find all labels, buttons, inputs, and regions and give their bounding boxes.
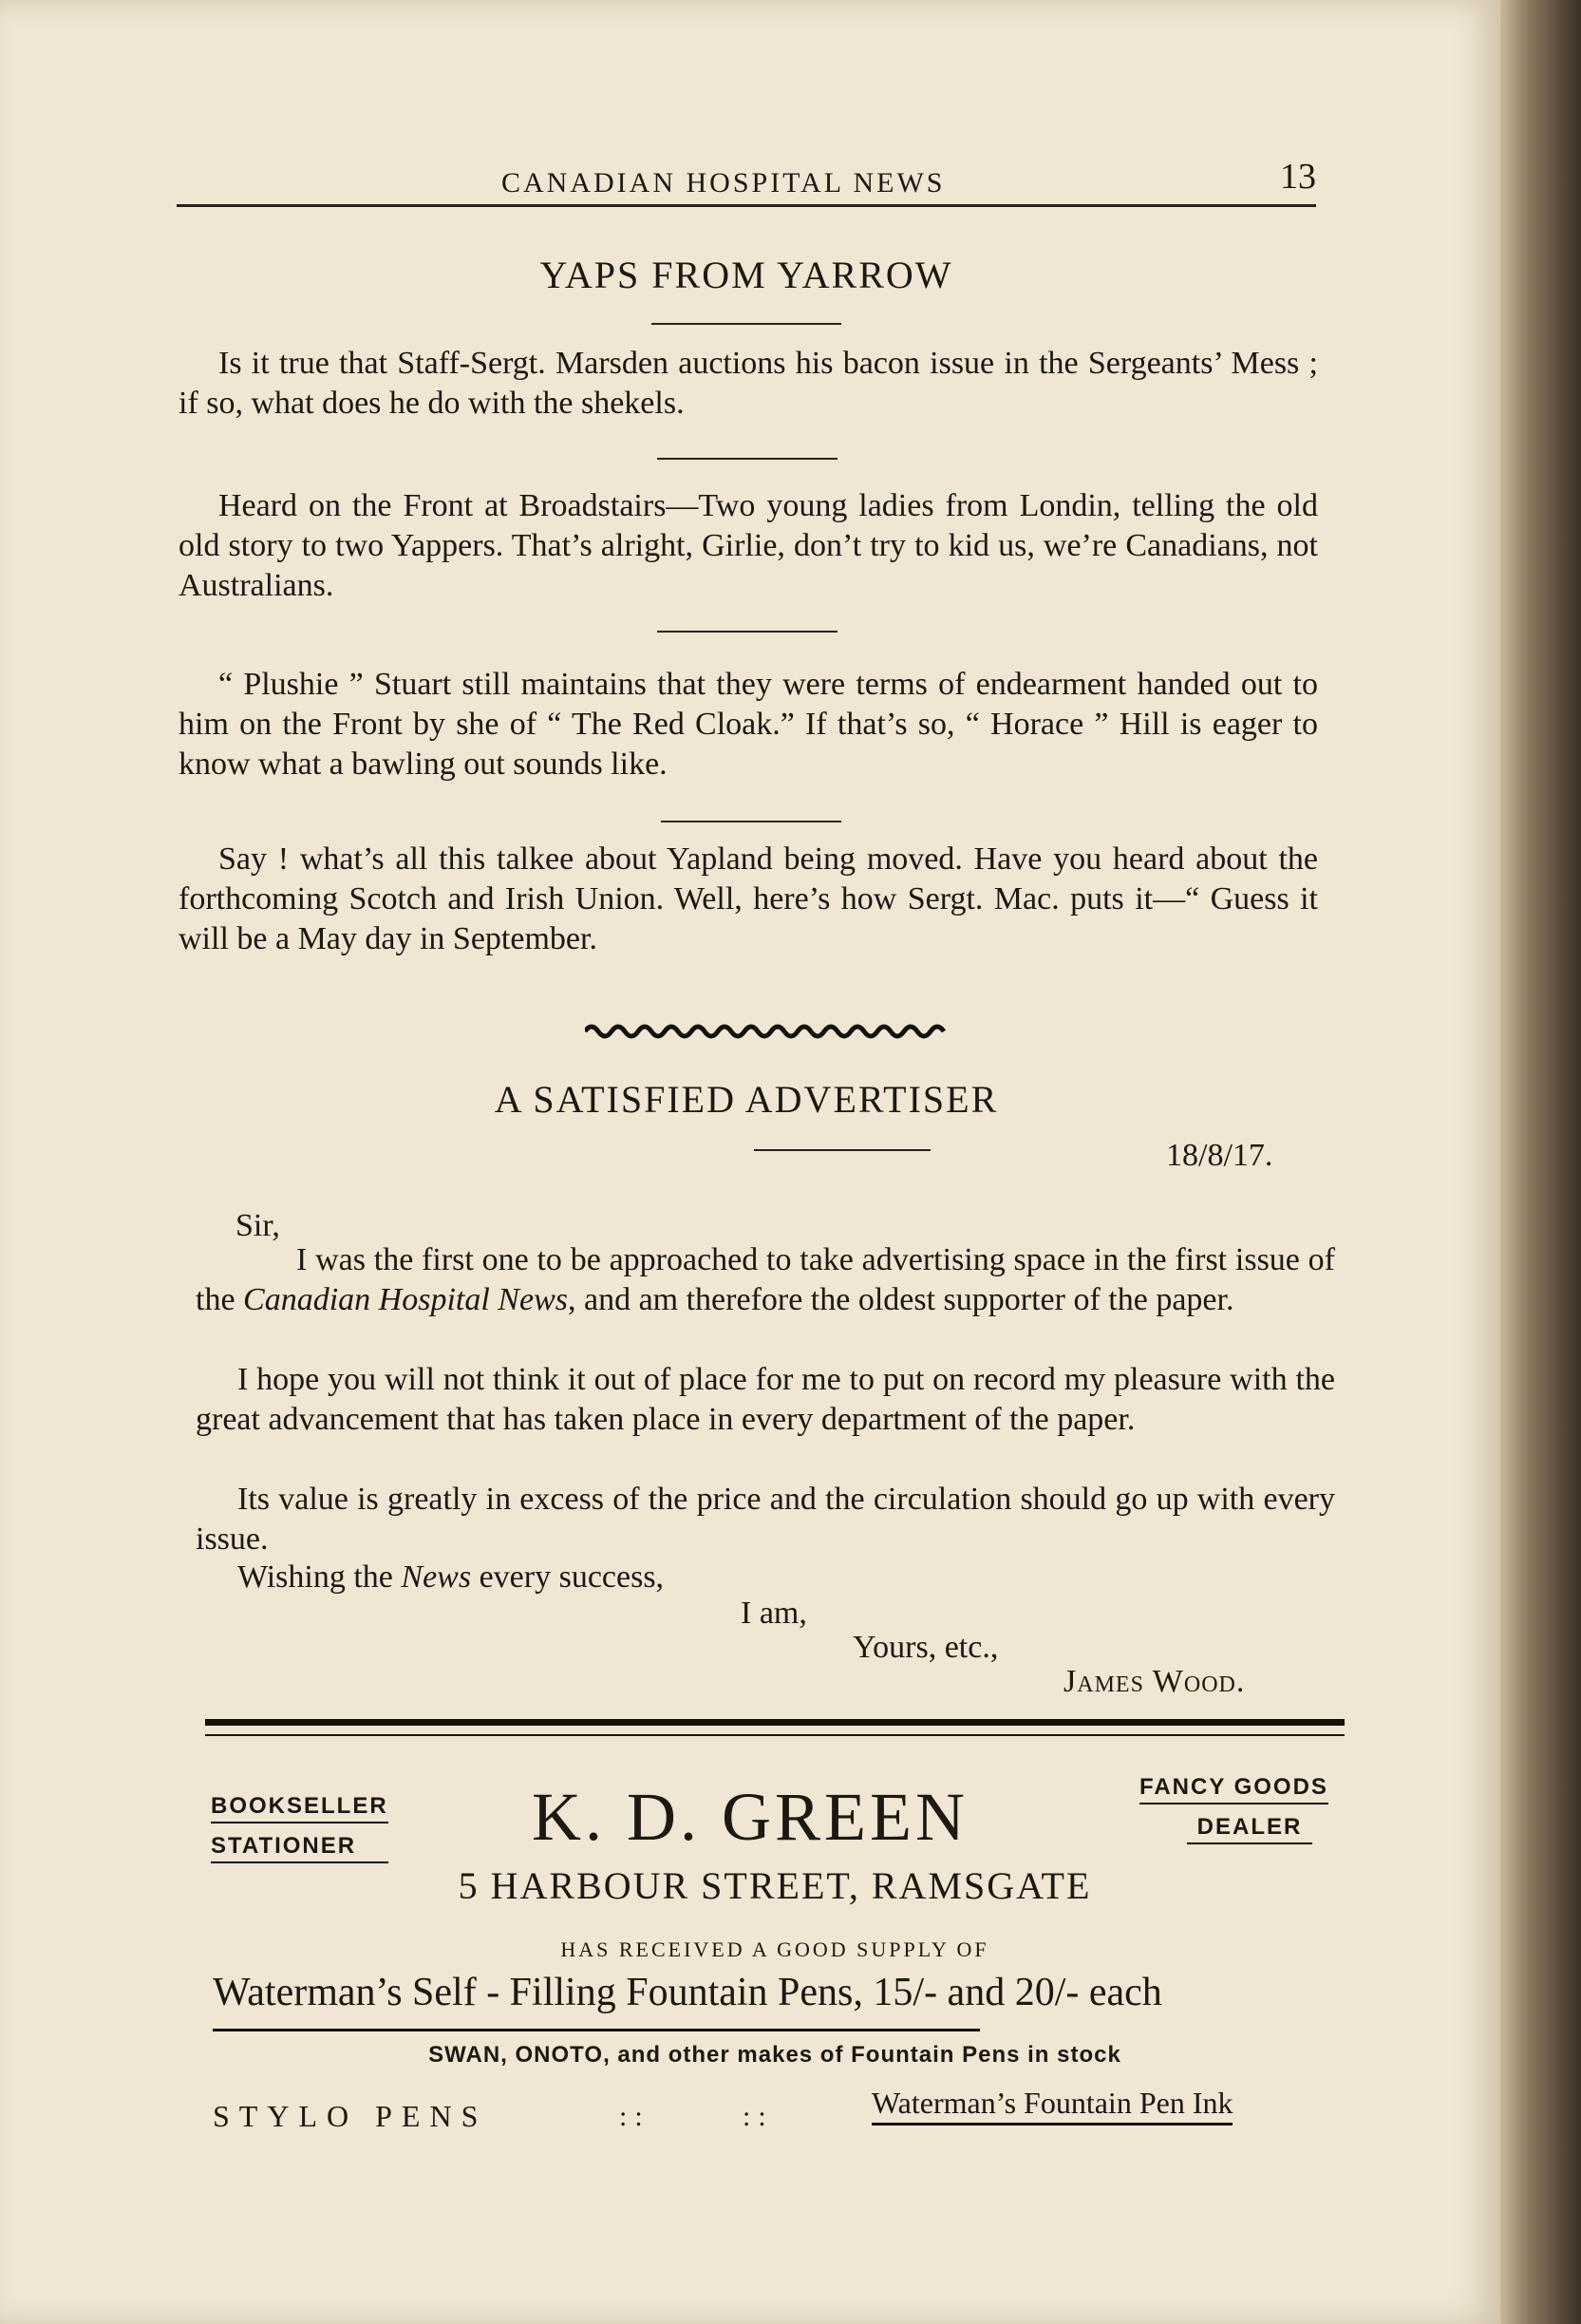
publication-title: CANADIAN HOSPITAL NEWS xyxy=(501,167,946,198)
letter-paragraph-4: Wishing the News every success, xyxy=(237,1559,665,1595)
advert-pens-line: Waterman’s Self - Filling Fountain Pens, 15/- and 20/- each xyxy=(213,1971,1162,2014)
letter-date: 18/8/17. xyxy=(1166,1138,1273,1173)
trade-stationer: STATIONER xyxy=(211,1833,388,1863)
letter-paragraph-1: I was the first one to be approached to take advertising space in the first issue of the Canadian Hospital News, and am therefore the oldest supporter of the paper. xyxy=(196,1242,1335,1317)
advertiser-address: 5 HARBOUR STREET, RAMSGATE xyxy=(458,1864,1092,1907)
advert-brands-line: SWAN, ONOTO, and other makes of Fountain Pens in stock xyxy=(428,2042,1121,2068)
header-rule xyxy=(177,204,1316,207)
letter-paragraph-3: Its value is greatly in excess of the price and the circulation should go up with every issue. xyxy=(196,1482,1335,1557)
advertiser-name: K. D. GREEN xyxy=(532,1779,969,1855)
yaps-paragraph-2: Heard on the Front at Broadstairs—Two young ladies from Londin, telling the old old story to two Yappers. That’s alright, Girlie, don’t try to kid us, we’re Canadians, not Australians. xyxy=(179,488,1318,603)
advert-ink: Waterman’s Fountain Pen Ink xyxy=(872,2086,1233,2126)
letter-yours: Yours, etc., xyxy=(853,1630,999,1665)
advert-stylo-pens: STYLO PENS xyxy=(213,2099,488,2133)
paper-name-italic: Canadian Hospital News xyxy=(243,1282,568,1317)
advertiser-title: A SATISFIED ADVERTISER xyxy=(494,1078,999,1121)
advert-right-trades xyxy=(1139,1774,1328,1854)
letter-signature: James Wood. xyxy=(1063,1664,1246,1699)
news-italic: News xyxy=(401,1559,472,1595)
trade-dealer: DEALER xyxy=(1187,1814,1312,1844)
letter-salutation: Sir, xyxy=(235,1208,280,1243)
book-spine-edge xyxy=(1500,0,1581,2324)
advert-top-rule xyxy=(205,1719,1345,1726)
yaps-paragraph-4: Say ! what’s all this talkee about Yapland being moved. Have you heard about the forthcoming Scotch and Irish Union. Well, here’s how Sergt. Mac. puts it—“ Guess it will be a May day in September. xyxy=(179,841,1318,956)
page-number: 13 xyxy=(1280,157,1316,197)
trade-fancy-goods: FANCY GOODS xyxy=(1139,1774,1328,1804)
advert-top-rule-thin xyxy=(205,1734,1345,1736)
title-rule xyxy=(651,323,841,325)
running-header xyxy=(177,154,1316,207)
letter-paragraph-2: I hope you will not think it out of place for me to put on record my pleasure with the great advancement that has taken place in every department of the paper. xyxy=(196,1362,1335,1437)
letter-i-am: I am, xyxy=(741,1596,807,1631)
advert-received-line: HAS RECEIVED A GOOD SUPPLY OF xyxy=(560,1937,989,1961)
trade-bookseller: BOOKSELLER xyxy=(211,1793,388,1823)
advert-left-trades xyxy=(211,1793,388,1873)
divider-rule xyxy=(657,458,838,460)
ornament-squiggle xyxy=(585,1018,946,1041)
title-rule xyxy=(754,1149,931,1151)
separator-dots: :: xyxy=(619,2101,650,2132)
pens-underline xyxy=(213,2029,980,2031)
yaps-title: YAPS FROM YARROW xyxy=(539,254,953,296)
divider-rule xyxy=(661,821,841,822)
divider-rule xyxy=(657,631,838,633)
yaps-paragraph-3: “ Plushie ” Stuart still maintains that they were terms of endearment handed out to him on the Front by she of “ The Red Cloak.” If that’s so, “ Horace ” Hill is eager to know what a bawling out sounds like. xyxy=(179,667,1318,782)
separator-dots: :: xyxy=(743,2101,774,2132)
yaps-paragraph-1: Is it true that Staff-Sergt. Marsden auctions his bacon issue in the Sergeants’ Mess ; if so, what does he do with the shekels. xyxy=(179,346,1318,421)
